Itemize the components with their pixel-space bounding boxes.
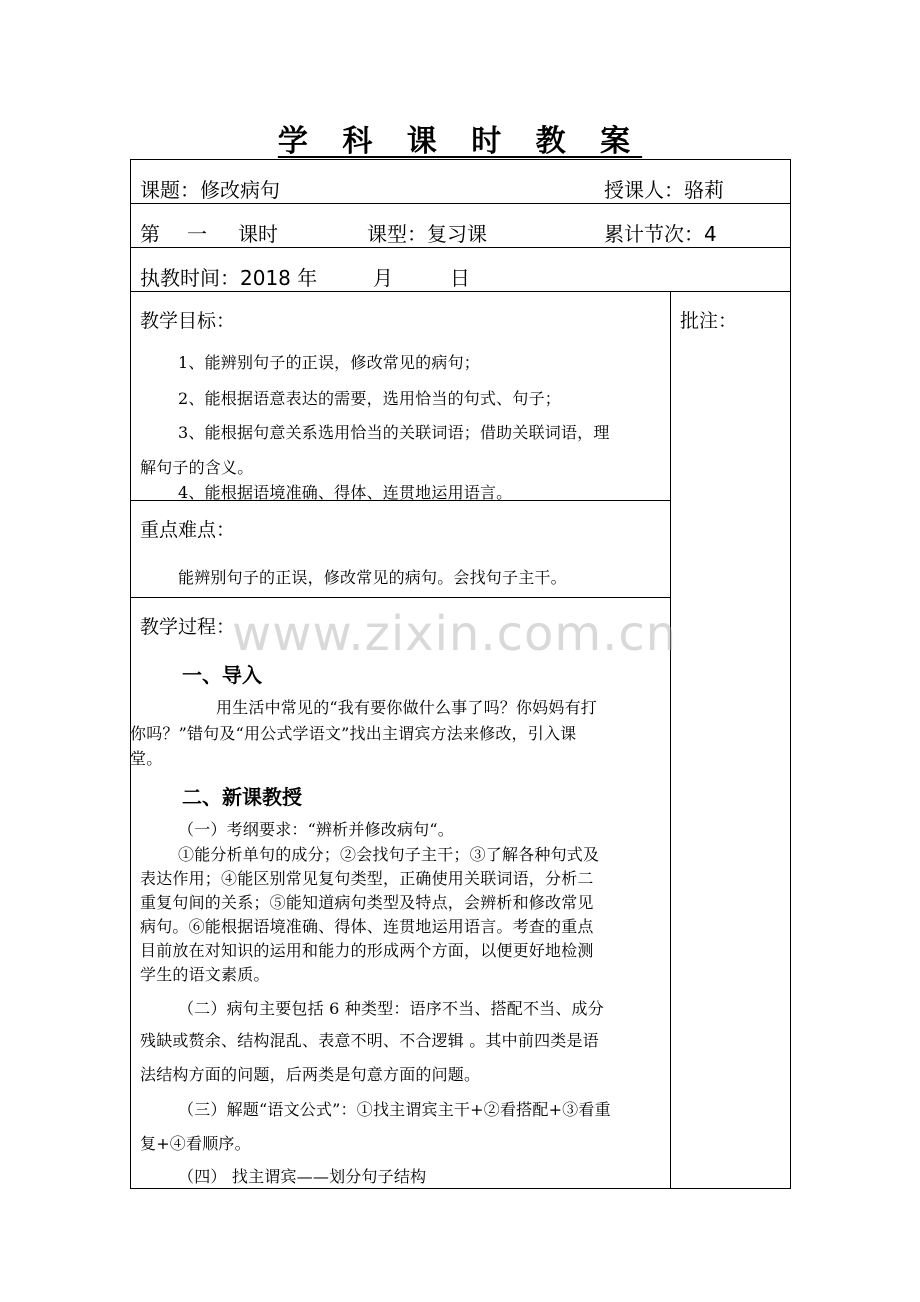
topic-label: 课题：修改病句: [140, 178, 280, 202]
objective-line: 4、能根据语境准确、得体、连贯地运用语言。: [178, 483, 513, 502]
syllabus-line: ①能分析单句的成分；②会找句子主干；③了解各种句式及: [178, 845, 600, 864]
intro-line: 你吗？”错句及“用公式学语文”找出主谓宾方法来修改，引入课: [130, 724, 577, 743]
watermark: www.zixin.com.cn: [232, 606, 678, 662]
period-prefix: 第: [140, 222, 160, 246]
objective-line: 2、能根据语意表达的需要，选用恰当的句式、句子；: [178, 389, 561, 408]
teacher-label: 授课人：骆莉: [604, 178, 724, 202]
document-title: 学 科 课 时 教 案: [277, 124, 643, 159]
cumulative-count: 累计节次：4: [604, 222, 717, 246]
syllabus-line: 重复句间的关系；⑤能知道病句类型及特点，会辨析和修改常见: [140, 893, 594, 912]
types-line: （二）病句主要包括 6 种类型：语序不当、搭配不当、成分: [178, 999, 604, 1018]
lesson-type: 课型：复习课: [367, 222, 487, 246]
remarks-column-divider: [670, 291, 671, 1189]
new-lesson-heading: 二、新课教授: [182, 785, 302, 809]
date-year: 执教时间：2018 年: [140, 266, 318, 290]
row-divider: [130, 247, 791, 248]
syllabus-line: 病句。⑥能根据语境准确、得体、连贯地运用语言。考查的重点: [140, 917, 594, 936]
objective-line: 1、能辨别句子的正误，修改常见的病句；: [178, 353, 480, 372]
syllabus-line: 表达作用；④能区别常见复句类型，正确使用关联词语，分析二: [140, 869, 594, 888]
keypoints-label: 重点难点：: [140, 519, 236, 541]
row-divider: [130, 203, 791, 204]
process-label: 教学过程：: [140, 616, 236, 638]
period-suffix: 课时: [238, 222, 278, 246]
syllabus-line: （一）考纲要求：“辨析并修改病句“。: [178, 820, 454, 839]
syllabus-line: 目前放在对知识的运用和能力的形成两个方面，以便更好地检测: [140, 941, 594, 960]
section-divider: [130, 597, 670, 598]
intro-line: 用生活中常见的“我有要你做什么事了吗？你妈妈有打: [216, 698, 597, 717]
remarks-label: 批注：: [680, 310, 738, 332]
intro-heading: 一、导入: [182, 663, 262, 687]
keypoints-text: 能辨别句子的正误，修改常见的病句。会找句子主干。: [178, 568, 567, 587]
syllabus-line: 学生的语文素质。: [140, 965, 270, 984]
date-day: 日: [450, 266, 470, 290]
date-month: 月: [373, 266, 393, 290]
types-line: 残缺或赘余、结构混乱、表意不明、不合逻辑 。其中前四类是语: [140, 1031, 599, 1050]
period-number: 一: [187, 222, 207, 246]
structure-line: （四） 找主谓宾——划分句子结构: [178, 1167, 427, 1186]
formula-line: （三）解题“语文公式”：①找主谓宾主干+②看搭配+③看重: [178, 1100, 611, 1119]
formula-line: 复+④看顺序。: [140, 1134, 251, 1153]
objectives-label: 教学目标：: [140, 310, 236, 332]
objective-line: 3、能根据句意关系选用恰当的关联词语；借助关联词语，理: [178, 423, 610, 442]
objective-line: 解句子的含义。: [140, 458, 254, 477]
intro-line: 堂。: [130, 749, 163, 768]
row-divider: [130, 291, 791, 292]
types-line: 法结构方面的问题，后两类是句意方面的问题。: [140, 1065, 481, 1084]
